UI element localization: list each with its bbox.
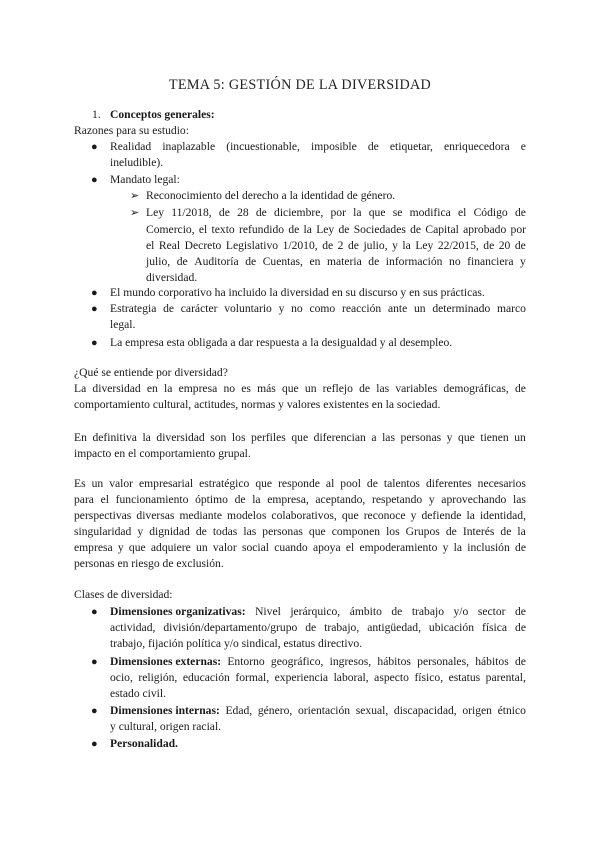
word: valor [109, 477, 134, 490]
word: de [288, 223, 300, 236]
word: la [303, 223, 312, 236]
word: identidad, [479, 509, 526, 522]
word: a [371, 431, 377, 444]
word: de [483, 239, 495, 252]
word: las [376, 382, 390, 395]
word: Real [158, 239, 181, 252]
word: sector [477, 605, 506, 618]
word: inclusión [467, 541, 510, 554]
word: el [458, 206, 467, 219]
word: son [210, 431, 227, 444]
word: experiencia [274, 671, 329, 684]
class-item-line: estado civil. [110, 687, 167, 700]
word: diversidad [92, 382, 141, 395]
class-item: Dimensiones organizativas: Nivel jerárquico, ámbito de trabajo y/o sector de [110, 605, 526, 618]
word: 28 [237, 206, 249, 219]
word: parental, [485, 671, 526, 684]
word: origen [462, 704, 492, 717]
word: Capital [425, 223, 459, 236]
bullet-icon: ● [91, 287, 98, 299]
word: estatus [448, 671, 481, 684]
word: de [245, 255, 257, 268]
word: por [330, 206, 346, 219]
word: (incuestionable, [226, 140, 300, 153]
word: física [481, 621, 508, 634]
word: Grupos [405, 525, 440, 538]
word: de [391, 605, 403, 618]
list-item: El mundo corporativo ha incluido la diversidad en su discurso y en sus prácticas. [110, 286, 485, 299]
word: Ley [316, 223, 335, 236]
word: un [91, 477, 104, 490]
word: que [458, 431, 475, 444]
word: necesarios [477, 477, 526, 490]
paragraph-line [74, 541, 526, 555]
word: de [305, 621, 317, 634]
word: de [338, 223, 350, 236]
word: al [325, 477, 335, 490]
word: de [359, 382, 371, 395]
word: y [117, 541, 124, 554]
word: la [466, 509, 475, 522]
word: la [453, 541, 463, 554]
word: funcionamiento [115, 493, 189, 506]
word: que [308, 525, 326, 538]
word: físico, [414, 671, 444, 684]
word: actividad, [110, 621, 156, 634]
word: de [514, 605, 526, 618]
word: de [515, 621, 526, 634]
word: ámbito [349, 605, 382, 618]
arrow-bullet-icon: ➢ [130, 190, 140, 202]
word: etiquetar, [389, 140, 433, 153]
word: cuando [274, 541, 308, 554]
word: aspecto [374, 671, 409, 684]
word: aceptando, [315, 493, 366, 506]
word: Comercio, [146, 223, 195, 236]
word: se [392, 206, 403, 219]
word: Decreto [184, 239, 222, 252]
word: trabajo, [324, 621, 360, 634]
word: Es [74, 477, 86, 490]
paragraph-line [74, 525, 526, 539]
word: reacción [341, 302, 382, 315]
class-item-line: trabajo, fijación política y/o sindical, estatus directivo. [110, 637, 363, 650]
word: empresarial [139, 477, 194, 490]
word: social [241, 541, 269, 554]
section-number: 1. [92, 108, 101, 121]
word: Código [473, 206, 508, 219]
word: valor [212, 541, 237, 554]
word: formal, [235, 671, 270, 684]
word: de [500, 525, 512, 538]
word: de [163, 302, 175, 315]
word: estratégico [199, 477, 250, 490]
word: geográfico, [270, 655, 324, 668]
word: más [257, 382, 276, 395]
bullet-icon: ● [91, 337, 98, 349]
word: la [164, 382, 173, 395]
word: demográficas, [443, 382, 509, 395]
word: e [520, 140, 526, 153]
word: en [146, 382, 158, 395]
page-title: TEMA 5: GESTIÓN DE LA DIVERSIDAD [168, 77, 432, 93]
word: aprobado [463, 223, 507, 236]
word: singularidad [74, 525, 132, 538]
word: para [74, 493, 94, 506]
word: pool [340, 477, 361, 490]
word: mediante [179, 509, 222, 522]
word: la [517, 525, 526, 538]
paragraph-line [74, 509, 526, 523]
word: las [382, 431, 395, 444]
word: hábitos [377, 655, 411, 668]
word: enriquecedora [444, 140, 510, 153]
word: talentos [383, 477, 420, 490]
word: óptimo [195, 493, 228, 506]
word: y [392, 239, 398, 252]
word: un [514, 431, 526, 444]
word: de [410, 223, 422, 236]
word: de [514, 382, 526, 395]
word: materia [326, 255, 362, 268]
word: de [515, 541, 526, 554]
sub-list-item-line [146, 255, 526, 269]
word: aprovechando [441, 493, 507, 506]
bullet-icon: ● [91, 606, 98, 618]
word: ocio, [110, 671, 133, 684]
word: responde [278, 477, 320, 490]
class-item-line: y cultural, origen racial. [110, 720, 222, 733]
list-item-continuation: ineludible). [110, 156, 164, 169]
word: Ley [146, 206, 165, 219]
word: personas [262, 525, 303, 538]
word: Estrategia [110, 302, 157, 315]
word: no [291, 302, 303, 315]
word: defiende [421, 509, 462, 522]
word: laboral, [333, 671, 369, 684]
bullet-icon: ● [91, 738, 98, 750]
word: variables [395, 382, 438, 395]
word: de [366, 477, 378, 490]
bullet-icon: ● [91, 705, 98, 717]
word: empoderamiento [359, 541, 438, 554]
word: jerárquico, [290, 605, 341, 618]
word: de [368, 255, 380, 268]
word: orientación [297, 704, 351, 717]
word: antigüedad, [367, 621, 421, 634]
list-item [110, 302, 526, 316]
word: Edad, [225, 704, 253, 717]
word: el [345, 541, 355, 554]
word: colaborativos, [271, 509, 337, 522]
word: étnico [497, 704, 526, 717]
word: de [514, 655, 526, 668]
word: ingresos, [329, 655, 372, 668]
word: y [137, 525, 144, 538]
section-heading: Conceptos generales: [110, 108, 215, 121]
word: discapacidad, [393, 704, 457, 717]
word: educación [182, 671, 230, 684]
word: diferentes [425, 477, 472, 490]
word: de [322, 239, 334, 252]
word: los [386, 525, 400, 538]
word: 2 [337, 239, 344, 252]
arrow-bullet-icon: ➢ [130, 207, 140, 219]
word: Entorno [227, 655, 265, 668]
word: las [512, 493, 526, 506]
word: 20 [498, 239, 511, 252]
word: ubicación [428, 621, 474, 634]
word: personales, [417, 655, 469, 668]
word: como [309, 302, 336, 315]
word: todas [212, 525, 238, 538]
paragraph-line [74, 477, 526, 491]
paragraph-line [74, 431, 526, 445]
word: julio, [363, 239, 388, 252]
list-item-continuation: legal. [110, 318, 136, 331]
word: julio, [146, 255, 171, 268]
paragraph-line: impacto en el comportamiento grupal. [74, 447, 251, 460]
word: refundido [238, 223, 285, 236]
word: que [281, 382, 299, 395]
word: Ley [415, 239, 434, 252]
word: de [218, 206, 230, 219]
word: texto [211, 223, 235, 236]
word: de [367, 140, 379, 153]
word: Auditoría [194, 255, 239, 268]
word: un [304, 382, 317, 395]
word: En [74, 431, 87, 444]
section-intro: Razones para su estudio: [74, 124, 189, 137]
word: adquiere [150, 541, 191, 554]
word: de [195, 525, 207, 538]
word: el [100, 493, 109, 506]
word: Nivel [255, 605, 281, 618]
word: el [146, 239, 155, 252]
paragraph-line: comportamiento cultural, actitudes, normas y valores existentes en la sociedad. [74, 398, 441, 411]
sub-list-item-line [146, 239, 526, 253]
word: imposible [311, 140, 357, 153]
paragraph-line [74, 493, 526, 507]
word: las [243, 525, 257, 538]
word: modifica [409, 206, 451, 219]
word: hábitos [475, 655, 509, 668]
word: apoya [312, 541, 341, 554]
word: Legislativo [225, 239, 279, 252]
word: la [402, 239, 411, 252]
word: definitiva [92, 431, 137, 444]
word: es [241, 382, 251, 395]
word: empresa [178, 382, 218, 395]
bullet-icon: ● [91, 174, 98, 186]
class-item-line [110, 671, 526, 685]
class-item-line [110, 621, 526, 635]
word: los [231, 431, 246, 444]
word: sexual, [355, 704, 389, 717]
word: que [341, 509, 359, 522]
word: diciembre, [274, 206, 324, 219]
word: respetando [371, 493, 423, 506]
word: de [514, 206, 526, 219]
word: de [514, 239, 526, 252]
word: no [449, 255, 461, 268]
word: de [176, 255, 188, 268]
word: y [410, 509, 417, 522]
bullet-icon: ● [91, 141, 98, 153]
word: inaplazable [162, 140, 216, 153]
paragraph-line [74, 382, 526, 396]
classes-heading: Clases de diversidad: [74, 588, 173, 601]
word: el [198, 223, 208, 236]
word: marco [497, 302, 526, 315]
class-item: Dimensiones externas: Entorno geográfico, ingresos, hábitos personales, hábitos de [110, 655, 526, 668]
word: empresa [74, 541, 113, 554]
word: que [291, 431, 309, 444]
list-item: La empresa esta obligada a dar respuesta a la desigualdad y al desempleo. [110, 336, 453, 349]
word: diversas [136, 509, 175, 522]
sub-list-item [146, 206, 526, 220]
word: que [255, 477, 273, 490]
word: personas [400, 431, 442, 444]
word: de [347, 239, 359, 252]
class-item: Personalidad. [110, 737, 178, 750]
word: religión, [138, 671, 178, 684]
paragraph-line: personas en riesgo de exclusión. [74, 557, 224, 570]
word: y [278, 302, 285, 315]
word: por [510, 223, 526, 236]
word: empresa, [267, 493, 309, 506]
word: diferencian [313, 431, 366, 444]
question-heading: ¿Qué se entiende por diversidad? [74, 366, 228, 379]
word: un [414, 302, 426, 315]
word: la [142, 431, 151, 444]
word: modelos [227, 509, 267, 522]
word: la [252, 493, 261, 506]
word: perspectivas [74, 509, 132, 522]
word: la [353, 206, 362, 219]
word: reflejo [322, 382, 353, 395]
sub-list-item-line: diversidad. [146, 271, 198, 284]
word: financiera [467, 255, 514, 268]
class-item: Dimensiones internas: Edad, género, orientación sexual, discapacidad, origen étnico [110, 704, 526, 717]
word: 11/2018, [171, 206, 212, 219]
sub-list-item: Reconocimiento del derecho a la identidad de género. [146, 189, 396, 202]
word: que [368, 206, 386, 219]
word: información [385, 255, 443, 268]
word: Sociedades [353, 223, 406, 236]
word: dignidad [149, 525, 190, 538]
word: componen [331, 525, 381, 538]
word: un [196, 541, 208, 554]
word: carácter [180, 302, 218, 315]
word: en [309, 255, 321, 268]
list-item: Mandato legal: [110, 173, 180, 186]
word: y/o [453, 605, 469, 618]
word: y [520, 255, 526, 268]
bullet-icon: ● [91, 656, 98, 668]
word: no [223, 382, 236, 395]
word: 1/2010, [282, 239, 318, 252]
word: trabajo [411, 605, 445, 618]
word: de [234, 493, 246, 506]
word: de [445, 525, 457, 538]
word: división/departamento/grupo [163, 621, 298, 634]
word: 22/2015, [437, 239, 479, 252]
word: Cuentas, [262, 255, 303, 268]
word: y [446, 431, 453, 444]
word: de [255, 206, 267, 219]
word: diversidad [156, 431, 205, 444]
sub-list-item-line [146, 223, 526, 237]
word: Realidad [110, 140, 152, 153]
word: perfiles [251, 431, 286, 444]
word: tienen [480, 431, 509, 444]
word: determinado [432, 302, 491, 315]
word: voluntario [224, 302, 272, 315]
word: que [128, 541, 146, 554]
word: La [74, 382, 87, 395]
list-item [110, 140, 526, 154]
word: ante [387, 302, 408, 315]
word: y [428, 493, 435, 506]
word: género, [257, 704, 293, 717]
bullet-icon: ● [91, 303, 98, 315]
word: Interés [462, 525, 495, 538]
word: y [442, 541, 449, 554]
word: reconoce [363, 509, 406, 522]
